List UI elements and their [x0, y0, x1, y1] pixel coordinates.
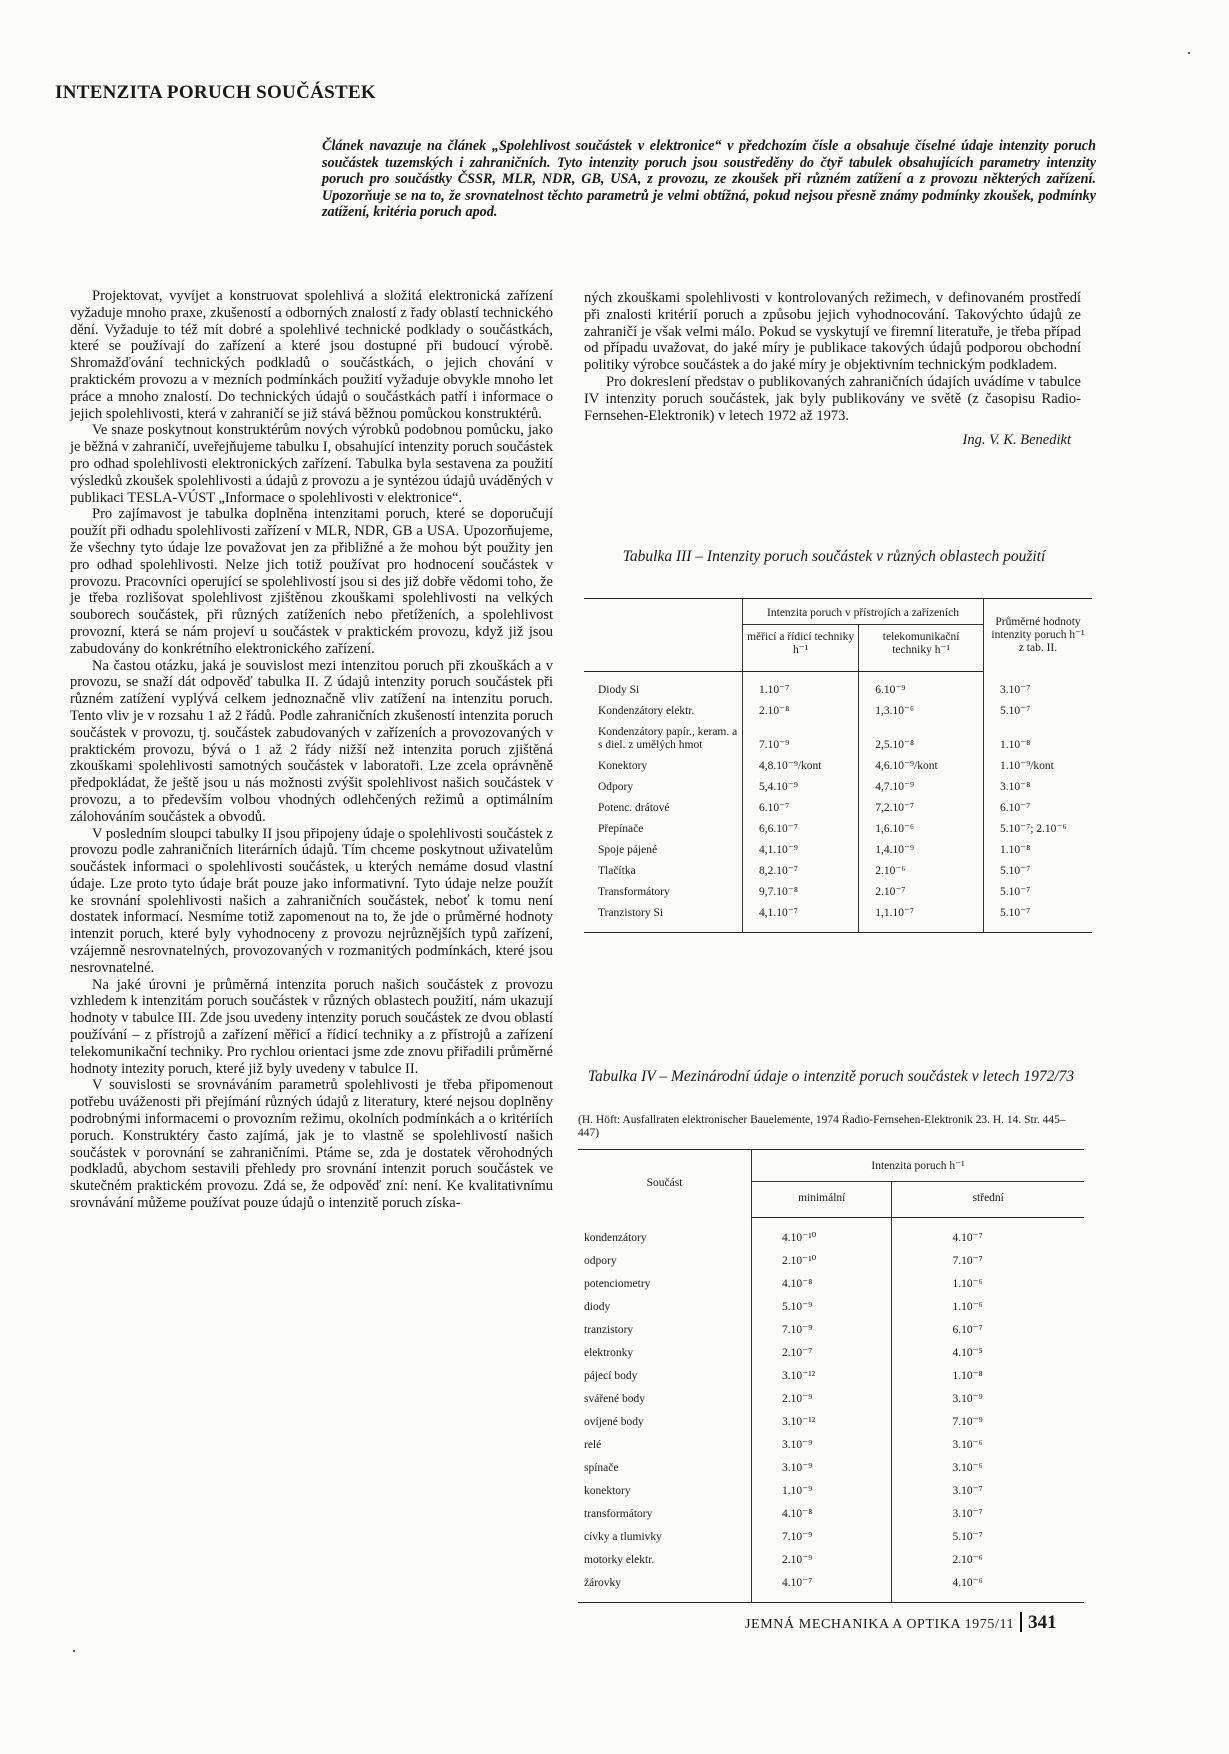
table-cell-value: 9,7.10⁻⁸ [743, 882, 859, 903]
table-row [584, 722, 1092, 756]
table-cell-value: 5.10⁻⁷ [984, 882, 1093, 903]
table4-col-mid: střední [892, 1182, 1084, 1218]
table-cell-value: 5,4.10⁻⁹ [743, 777, 859, 798]
table-cell-value: 1,4.10⁻⁹ [859, 840, 984, 861]
table-cell-value: 7.10⁻⁷ [892, 1250, 1084, 1273]
table-cell-value: 3.10⁻⁸ [984, 777, 1093, 798]
table-cell-value: 3.10⁻⁹ [752, 1434, 892, 1457]
table-row [578, 1457, 1084, 1480]
table-cell-value: 2.10⁻⁷ [859, 882, 984, 903]
table-cell-value: 2.10⁻⁸ [743, 701, 859, 722]
table-cell-value: 7,2.10⁻⁷ [859, 798, 984, 819]
table-cell-value: 2.10⁻¹⁰ [752, 1250, 892, 1273]
paragraph: Na častou otázku, jaká je souvislost mezi intenzitou poruch při zkouškách a v provozu, se snaží dát odpověď tabulka II. Z údajů intenzity poruch součástek při různém zatížení vyplývá celkem jednoznačně vliv zatížení na intenzitu poruch. Tento vliv je v rozsahu 1 až 2 řádů. Podle zahraničních zkušeností intenzita poruch součástek v provozu, tj. součástek zabudovaných v zařízeních a provozovaných v praktickém provozu, bývá o 1 až 2 řády nižší než intenzita poruch zjištěná zkouškami spolehlivosti samotných součástek v laboratoři. Lze zcela oprávněně předpokládat, že ještě jsou u nás možnosti zvýšit spolehlivost našich součástek v provozu, a to především volbou vhodných odlehčených režimů a optimálním zálohováním součástek a obvodů. [70, 657, 553, 825]
table-cell-value: 7.10⁻⁹ [752, 1319, 892, 1342]
table-cell-value: 6.10⁻⁷ [743, 798, 859, 819]
paragraph: ných zkouškami spolehlivosti v kontrolovaných režimech, v definovaném prostředí při znalosti kritérií poruch a způsobu jejich vyhodnocování. Takovýchto údajů ze zahraničí je však velmi málo. Pokud se vyskytují ve firemní literatuře, je třeba případ od případu uvažovat, do jaké míry je publikace takových údajů podporou obchodní politiky výrobce součástek a do jaké míry je objektivním technickým podkladem. [584, 290, 1081, 374]
table-cell-name: potenciometry [584, 1278, 651, 1290]
abstract: Článek navazuje na článek „Spolehlivost součástek v elektronice“ v předchozím čísle a obsahuje číselné údaje intenzity poruch součástek tuzemských i zahraničních. Tyto intenzity poruch jsou soustředěny do čtyř tabulek obsahujících parametry intenzity poruch pro součástky ČSSR, MLR, NDR, GB, USA, z provozu, ze zkoušek při různém zatížení a z provozu některých zařízení. Upozorňuje se na to, že srovnatelnost těchto parametrů je velmi obtížná, pokud nejsou přesně známy podmínky zkoušek, podmínky zatížení, kritéria poruch apod. [322, 138, 1096, 221]
table-cell-value: 3.10⁻⁶ [892, 1434, 1084, 1457]
table3 [584, 598, 1092, 933]
scan-speck [73, 1650, 75, 1652]
table-row [584, 819, 1092, 840]
table-cell-value: 4.10⁻⁷ [892, 1218, 1084, 1251]
table-cell-name: Diody Si [598, 684, 640, 696]
table-row [578, 1434, 1084, 1457]
table-cell-value: 7.10⁻⁹ [752, 1526, 892, 1549]
journal-name: JEMNÁ MECHANIKA A OPTIKA 1975/11 [745, 1617, 1015, 1632]
table4-group-header: Intenzita poruch h⁻¹ [752, 1150, 1085, 1182]
table3-group-header: Intenzita poruch v přístrojích a zařízeních [743, 599, 984, 625]
paragraph: Ve snaze poskytnout konstruktérům nových výrobků podobnou pomůcku, jako je běžná v zahraničí, uveřejňujeme tabulku I, obsahující intenzity poruch součástek pro odhad spolehlivosti elektronických zařízení. Tabulka byla sestavena za použití výsledků zkoušek spolehlivosti a údajů z provozu a je syntézou údajů uváděných v publikaci TESLA-VÚST „Informace o spolehlivosti v elektronice“. [70, 422, 553, 506]
table-cell-value: 8,2.10⁻⁷ [743, 861, 859, 882]
paragraph: V posledním sloupci tabulky II jsou připojeny údaje o spolehlivosti součástek z provozu podle zahraničních literárních údajů. Tím chceme poskytnout uživatelům součástek informaci o spolehlivosti součástek, u kterých nemáme dosud vlastní údaje. Lze proto tyto údaje brát pouze jako informativní. Tyto údaje nelze použít ke srovnání spolehlivosti našich a zahraničních součástek, neboť k tomu není dostatek informací. Nesmíme totiž zapomenout na to, že jde o průměrné hodnoty intenzit poruch, které byly vyhodnoceny z provozu nejrůznějších typů zařízení, vzájemně nesrovnatelných, provozovaných v rozmanitých podmínkách, které jsou nesrovnatelné. [70, 825, 553, 976]
table-cell-name: motorky elektr. [584, 1554, 655, 1566]
table-cell-value: 6.10⁻⁷ [892, 1319, 1084, 1342]
table-cell-value: 3.10⁻⁶ [892, 1457, 1084, 1480]
right-column [584, 290, 1081, 449]
table-cell-value: 1.10⁻⁹ [752, 1480, 892, 1503]
table-row [584, 840, 1092, 861]
page-title: INTENZITA PORUCH SOUČÁSTEK [55, 82, 377, 103]
table-cell-name: Tlačítka [598, 865, 636, 877]
table-cell-name: ovíjené body [584, 1416, 644, 1428]
table-cell-value: 1,3.10⁻⁶ [859, 701, 984, 722]
table-row [578, 1273, 1084, 1296]
table-cell-name: kondenzátory [584, 1231, 647, 1244]
table-cell-name: tranzistory [584, 1324, 634, 1336]
paragraph: Projektovat, vyvíjet a konstruovat spolehlivá a složitá elektronická zařízení vyžaduje mnoho praxe, zkušeností a odborných znalostí z řady oblastí technického dění. Vyžaduje to též mít dobré a spolehlivé technické podklady o součástkách, které se používají do zařízení a které jsou dostupné při budoucí výrobě. Shromažďování technických podkladů o součástkách, o jejich chování v praktickém provozu a v mezních podmínkách použití vyžaduje obvykle mnoho let práce a mnoho znalostí. Do technických údajů o součástkách patří i informace o jejich spolehlivosti, která v zahraničí se již stává běžnou pomůckou konstruktérů. [70, 288, 553, 422]
table-cell-value: 4.10⁻¹⁰ [752, 1218, 892, 1251]
table-cell-value: 2.10⁻⁹ [752, 1549, 892, 1572]
table-cell-name: elektronky [584, 1347, 634, 1359]
table-cell-value: 7.10⁻⁹ [892, 1411, 1084, 1434]
table-cell-value: 4,6.10⁻⁹/kont [859, 756, 984, 777]
table-row [578, 1480, 1084, 1503]
table-cell-value: 2,5.10⁻⁸ [859, 722, 984, 756]
table-cell-value: 2.10⁻⁶ [892, 1549, 1084, 1572]
paragraph: Pro dokreslení představ o publikovaných zahraničních údajích uvádíme v tabulce IV intenzity poruch součástek, jak byly publikovány ve světě (z časopisu Radio-Fernsehen-Elektronik) v letech 1972 až 1973. [584, 373, 1081, 424]
table-cell-value: 4,1.10⁻⁹ [743, 840, 859, 861]
table-row [578, 1572, 1084, 1603]
paragraph: Na jaké úrovni je průměrná intenzita poruch našich součástek z provozu vzhledem k intenzitám poruch součástek v různých oblastech použití, nám ukazují hodnoty v tabulce III. Zde jsou uvedeny intenzity poruch součástek ze dvou oblastí používání – z přístrojů a zařízení měřicí a řídicí techniky a z přístrojů a zařízení telekomunikační techniky. Pro rychlou orientaci jsme zde znovu přiřadili průměrné hodnoty intezity poruch, které již byly uvedeny v tabulce II. [70, 976, 553, 1077]
table-cell-value: 3.10⁻⁷ [892, 1480, 1084, 1503]
table-cell-value: 1.10⁻⁶ [892, 1296, 1084, 1319]
table-row [578, 1365, 1084, 1388]
table-cell-value: 6.10⁻⁷ [984, 798, 1093, 819]
table-row [584, 701, 1092, 722]
table-cell-name: Konektory [598, 760, 648, 772]
table-cell-name: svářené body [584, 1393, 645, 1405]
table-cell-value: 2.10⁻⁶ [859, 861, 984, 882]
table-row [578, 1250, 1084, 1273]
table-cell-value: 5.10⁻⁷ [984, 861, 1093, 882]
table-cell-name: pájecí body [584, 1370, 638, 1382]
table-cell-name: spínače [584, 1462, 619, 1474]
table-cell-value: 6.10⁻⁹ [859, 672, 984, 702]
table-cell-value: 3.10⁻⁹ [892, 1388, 1084, 1411]
table-row [578, 1218, 1084, 1251]
table-cell-name: konektory [584, 1485, 631, 1497]
table-row [584, 861, 1092, 882]
table3-caption: Tabulka III – Intenzity poruch součástek v různých oblastech použití [622, 548, 1046, 565]
table-cell-value: 4.10⁻⁶ [892, 1572, 1084, 1603]
table-cell-value: 5.10⁻⁷ [984, 903, 1093, 933]
table-cell-name: Transformátory [598, 886, 670, 898]
page-number: 341 [1028, 1612, 1057, 1633]
table-cell-value: 5.10⁻⁷ [892, 1526, 1084, 1549]
table-row [578, 1549, 1084, 1572]
table-cell-name: Tranzistory Si [584, 903, 743, 933]
table-row [578, 1319, 1084, 1342]
table-cell-value: 1.10⁻⁶ [892, 1273, 1084, 1296]
table-cell-value: 3.10⁻⁷ [892, 1503, 1084, 1526]
table-cell-value: 4,1.10⁻⁷ [743, 903, 859, 933]
table-cell-value: 2.10⁻⁷ [752, 1342, 892, 1365]
table-cell-name: cívky a tlumivky [584, 1531, 662, 1543]
table-cell-value: 1.10⁻⁸ [984, 722, 1093, 756]
table4 [578, 1149, 1084, 1603]
table-cell-value: 4,7.10⁻⁹ [859, 777, 984, 798]
table-cell-value: 1.10⁻⁸ [892, 1365, 1084, 1388]
table-cell-value: 6,6.10⁻⁷ [743, 819, 859, 840]
table-cell-value: 1.10⁻⁹/kont [984, 756, 1093, 777]
footer-divider [1020, 1612, 1022, 1632]
table-row [578, 1503, 1084, 1526]
table-cell-value: 4.10⁻⁸ [752, 1273, 892, 1296]
table3-col3-header: Průměrné hodnoty intenzity poruch h⁻¹ z tab. II. [984, 599, 1093, 672]
table4-source-note: (H. Höft: Ausfallraten elektronischer Bauelemente, 1974 Radio-Fernsehen-Elektronik 23. H. 14. Str. 445–447) [578, 1114, 1066, 1139]
table-row [578, 1526, 1084, 1549]
table-cell-value: 4.10⁻⁷ [752, 1572, 892, 1603]
table-row [584, 672, 1092, 702]
table-cell-name: transformátory [584, 1508, 653, 1520]
table-row [578, 1411, 1084, 1434]
table-cell-name: Kondenzátory elektr. [598, 705, 695, 717]
table4-col-min: minimální [752, 1182, 892, 1218]
page-footer [745, 1612, 1057, 1634]
table-cell-value: 4,8.10⁻⁹/kont [743, 756, 859, 777]
table-row [584, 798, 1092, 819]
table3-col2-header: telekomunikační techniky h⁻¹ [859, 625, 984, 672]
table-row [578, 1342, 1084, 1365]
table-cell-value: 3.10⁻¹² [752, 1411, 892, 1434]
table-row [584, 882, 1092, 903]
table-row [578, 1296, 1084, 1319]
table-cell-value: 1.10⁻⁸ [984, 840, 1093, 861]
table-cell-value: 5.10⁻⁷; 2.10⁻⁶ [984, 819, 1093, 840]
paragraph: Pro zajímavost je tabulka doplněna intenzitami poruch, které se doporučují použít při odhadu spolehlivosti zařízení v MLR, NDR, GB a USA. Upozorňujeme, že všechny tyto údaje lze považovat jen za přibližné a že mohou být použity jen pro odhad spolehlivosti. Nelze jich totiž používat pro hodnocení součástek v provozu. Pracovníci operující se spolehlivostí jsou si des již dobře vědomi toho, že je třeba rozlišovat spolehlivost zjištěnou zkouškami spolehlivosti na velkých souborech součástek, při různých zatíženích nebo přetíženích, a spolehlivost provozní, která se nám projeví u součástek v praktickém provozu, když již jsou zabudovány do konkrétního elektronického zařízení. [70, 506, 553, 657]
author-signature: Ing. V. K. Benedikt [962, 432, 1071, 449]
table-row [584, 756, 1092, 777]
paragraph: V souvislosti se srovnáváním parametrů spolehlivosti je třeba připomenout potřebu uváženosti při přejímání různých údajů z literatury, které nejsou doplněny podrobnými informacemi o provozním režimu, okolních podmínkách a o kritériích poruch. Konstruktéry často zajímá, jak je to vlastně se spolehlivostí našich součástek v porovnání se zahraničními. Ptáme se, zda je dostatek věrohodných podkladů, abychom sestavili přehledy pro srovnání intenzit poruch součástek ve skutečném praktickém provozu. Zdá se, že odpověď zní: není. Ke kvalitativnímu srovnávání můžeme používat pouze údajů o intenzitě poruch získa- [70, 1077, 553, 1212]
left-column [70, 288, 553, 1212]
table-cell-name: Přepínače [598, 823, 644, 835]
table-cell-value: 1.10⁻⁷ [743, 672, 859, 702]
table-cell-value: 3.10⁻¹² [752, 1365, 892, 1388]
table3-col1-header: měřicí a řídicí techniky h⁻¹ [743, 625, 859, 672]
table-cell-value: 1,6.10⁻⁶ [859, 819, 984, 840]
table-cell-name: Kondenzátory papír., keram. a s diel. z umělých hmot [598, 726, 738, 751]
table-cell-name: Odpory [598, 781, 634, 793]
table-cell-name: Potenc. drátové [598, 802, 670, 814]
table4-col-component: Součást [578, 1150, 752, 1218]
table-cell-name: relé [584, 1439, 602, 1451]
table-row [584, 777, 1092, 798]
table-cell-value: 3.10⁻⁹ [752, 1457, 892, 1480]
table-row [584, 903, 1092, 933]
table4-caption: Tabulka IV – Mezinárodní údaje o intenzitě poruch součástek v letech 1972/73 [587, 1068, 1075, 1085]
table-cell-value: 7.10⁻⁹ [743, 722, 859, 756]
table-cell-value: 4.10⁻⁵ [892, 1342, 1084, 1365]
table-cell-value: 4.10⁻⁸ [752, 1503, 892, 1526]
table-cell-value: 5.10⁻⁹ [752, 1296, 892, 1319]
table-cell-name: Spoje pájené [598, 844, 658, 856]
table-cell-name: odpory [584, 1255, 617, 1267]
table-cell-value: 5.10⁻⁷ [984, 701, 1093, 722]
table-cell-value: 2.10⁻⁹ [752, 1388, 892, 1411]
scan-speck [1188, 52, 1190, 54]
table-row [578, 1388, 1084, 1411]
table-cell-name: žárovky [578, 1572, 752, 1603]
table-cell-name: diody [584, 1301, 611, 1313]
table-cell-value: 1,1.10⁻⁷ [859, 903, 984, 933]
table-cell-value: 3.10⁻⁷ [984, 672, 1093, 702]
